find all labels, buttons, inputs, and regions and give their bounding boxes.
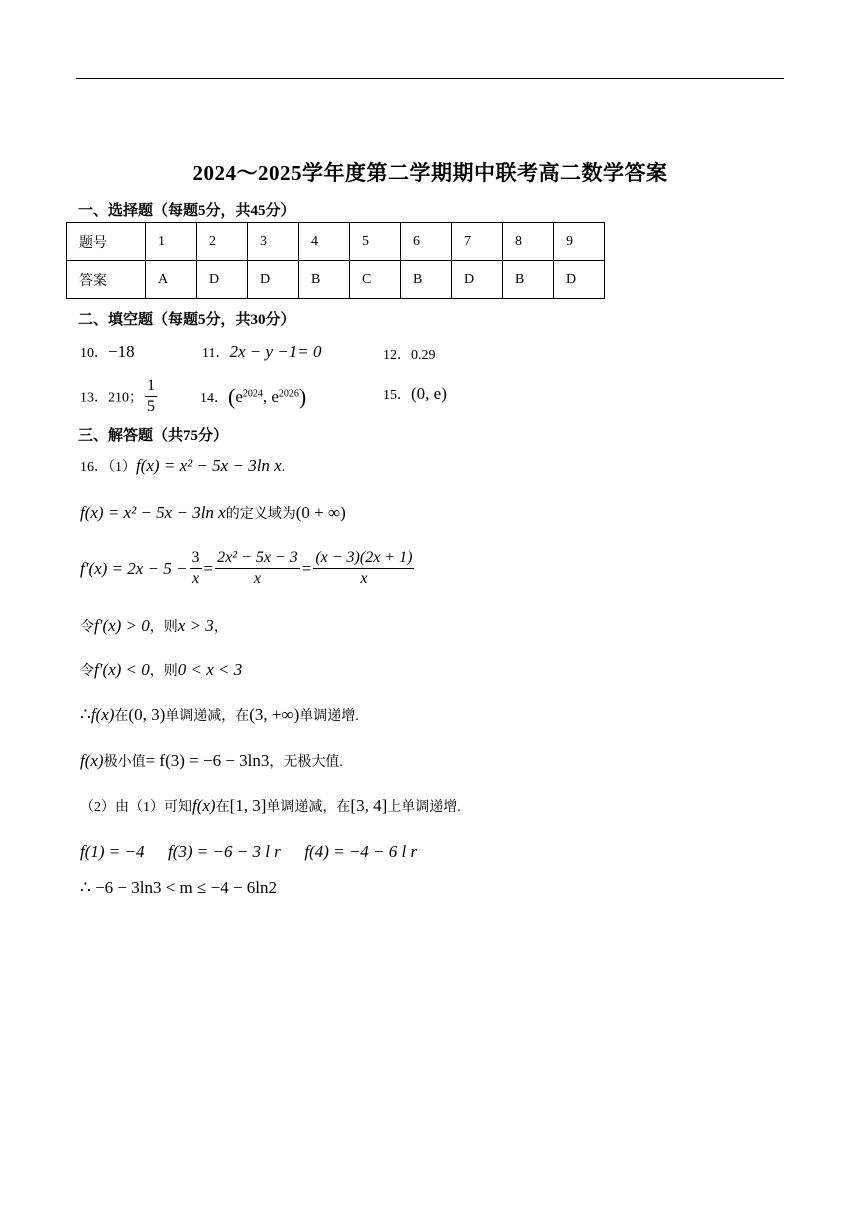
fill-row-1 [80, 342, 135, 362]
table-cell: B [503, 261, 554, 299]
fraction [145, 376, 157, 417]
page-title: 2024～2025学年度第二学期期中联考高二数学答案 [192, 161, 668, 185]
math-expression: = f(3) = −6 − 3ln3 [145, 751, 270, 770]
text: 极小值 [103, 755, 146, 770]
solution-line-7 [80, 751, 343, 771]
text: 在 [114, 709, 129, 724]
table-header-cell: 答案 [67, 261, 146, 299]
answer-value: 210； [108, 390, 143, 406]
text: ，则 [149, 620, 178, 635]
table-cell: B [401, 261, 452, 299]
text: 的定义域为 [225, 507, 296, 522]
section-heading-choice: 一、选择题（每题5分，共45分） [78, 203, 296, 219]
answer-value: 0.29 [411, 348, 436, 363]
answer-base: e [235, 387, 243, 406]
fraction [190, 548, 202, 589]
answer-exponent: 2026 [278, 388, 299, 400]
question-number: 10． [80, 346, 108, 361]
answer-value: 2x − y −1= 0 [229, 342, 322, 361]
table-row [67, 261, 605, 299]
solution-line-9 [80, 842, 417, 862]
table-cell: 1 [146, 223, 197, 261]
table-cell: D [248, 261, 299, 299]
table-cell: 9 [554, 223, 605, 261]
fraction-numerator: 2x² − 5x − 3 [215, 548, 300, 569]
solution-line-2 [80, 503, 346, 523]
answer-base: e [271, 387, 279, 406]
table-cell: D [197, 261, 248, 299]
text: 上单调递增. [387, 800, 461, 815]
text: 单调递减，在 [165, 709, 250, 724]
fraction-denominator: x [253, 570, 261, 587]
solution-line-10 [80, 878, 277, 898]
question-number: 13． [80, 390, 108, 406]
section-heading-solution: 三、解答题（共75分） [78, 428, 229, 444]
fraction-denominator: 5 [147, 398, 155, 415]
fraction [313, 548, 414, 589]
math-expression: f(x) [192, 796, 216, 815]
fill-q11 [202, 342, 322, 362]
fill-q12 [383, 344, 436, 364]
table-cell: D [452, 261, 503, 299]
table-cell: B [299, 261, 350, 299]
text: 令 [80, 664, 94, 679]
solution-line-1 [80, 456, 285, 476]
answer-value: −18 [108, 342, 135, 361]
table-header-cell: 题号 [67, 223, 146, 261]
text: ，则 [149, 664, 178, 679]
math-expression: (3, +∞) [249, 705, 300, 724]
text: 单调递增. [299, 709, 359, 724]
math-expression: f′(x) = 2x − 5 − [80, 558, 188, 578]
text: 单调递减，在 [266, 800, 351, 815]
fraction-numerator: 3 [190, 548, 202, 569]
solution-line-5 [80, 660, 242, 680]
math-expression: f(x) = x² − 5x − 3ln x [136, 456, 282, 475]
question-number: （2）由（1）可知 [80, 800, 192, 815]
fill-q14: 14．($e^{2024}$, $e^{2026}$) [200, 384, 307, 409]
solution-line-3: f′(x) = 2x − 5 − $\frac{3}{x}$ = $\frac{\text{2x² − 5x − 3}}{x}$ = $\frac{(x - 3)(2x + 1)}{x}$ [80, 549, 413, 587]
text: 令 [80, 620, 94, 635]
choice-answer-table [66, 222, 605, 299]
solution-line-6 [80, 705, 359, 725]
question-number: 16．（1） [80, 460, 136, 475]
question-number: 12． [383, 348, 411, 363]
table-cell: 7 [452, 223, 503, 261]
fill-q13 [80, 376, 159, 417]
math-expression: (0 + ∞) [295, 503, 346, 522]
therefore-symbol: ∴ [80, 705, 91, 724]
solution-line-4 [80, 616, 228, 636]
math-expression: 0 < x < 3 [177, 660, 243, 679]
punctuation: ， [213, 620, 228, 635]
table-cell: A [146, 261, 197, 299]
math-expression: f(x) = x² − 5x − 3ln x [80, 503, 226, 522]
punctuation: . [281, 460, 286, 475]
text: ，无极大值. [269, 755, 343, 770]
math-expression: (0, 3) [128, 705, 166, 724]
math-expression: f′(x) > 0 [94, 616, 150, 635]
header-rule [76, 78, 784, 79]
question-number: 14． [200, 391, 228, 406]
math-expression: ∴ −6 − 3ln3 < m ≤ −4 − 6ln2 [80, 878, 278, 897]
table-cell: 4 [299, 223, 350, 261]
solution-line-8 [80, 796, 461, 816]
math-expression: f(x) [90, 705, 115, 724]
fraction-denominator: x [191, 570, 200, 587]
table-cell: C [350, 261, 401, 299]
table-cell: 5 [350, 223, 401, 261]
math-expression: f(3) = −6 − 3 l r [168, 842, 281, 861]
fraction-numerator: (x − 3)(2x + 1) [313, 548, 414, 569]
fill-q15 [383, 384, 447, 404]
fraction-numerator: 1 [145, 376, 157, 397]
table-cell: 6 [401, 223, 452, 261]
math-expression: x > 3 [177, 616, 214, 635]
math-expression: f(1) = −4 [80, 842, 145, 861]
table-cell: 2 [197, 223, 248, 261]
fraction [215, 548, 300, 589]
answer-exponent: 2024 [242, 388, 263, 400]
math-expression: f(x) [80, 751, 104, 770]
math-expression: [3, 4] [350, 796, 388, 815]
table-cell: D [554, 261, 605, 299]
table-cell: 8 [503, 223, 554, 261]
section-heading-fill: 二、填空题（每题5分，共30分） [78, 312, 296, 328]
fraction-denominator: x [360, 570, 368, 587]
table-row [67, 223, 605, 261]
math-expression: f(4) = −4 − 6 l r [304, 842, 418, 861]
math-expression: [1, 3] [229, 796, 267, 815]
text: 在 [215, 800, 230, 815]
math-expression: f′(x) < 0 [94, 660, 150, 679]
question-number: 11． [202, 346, 230, 361]
question-number: 15． [383, 388, 411, 403]
answer-value: (0, e) [411, 384, 447, 403]
table-cell: 3 [248, 223, 299, 261]
